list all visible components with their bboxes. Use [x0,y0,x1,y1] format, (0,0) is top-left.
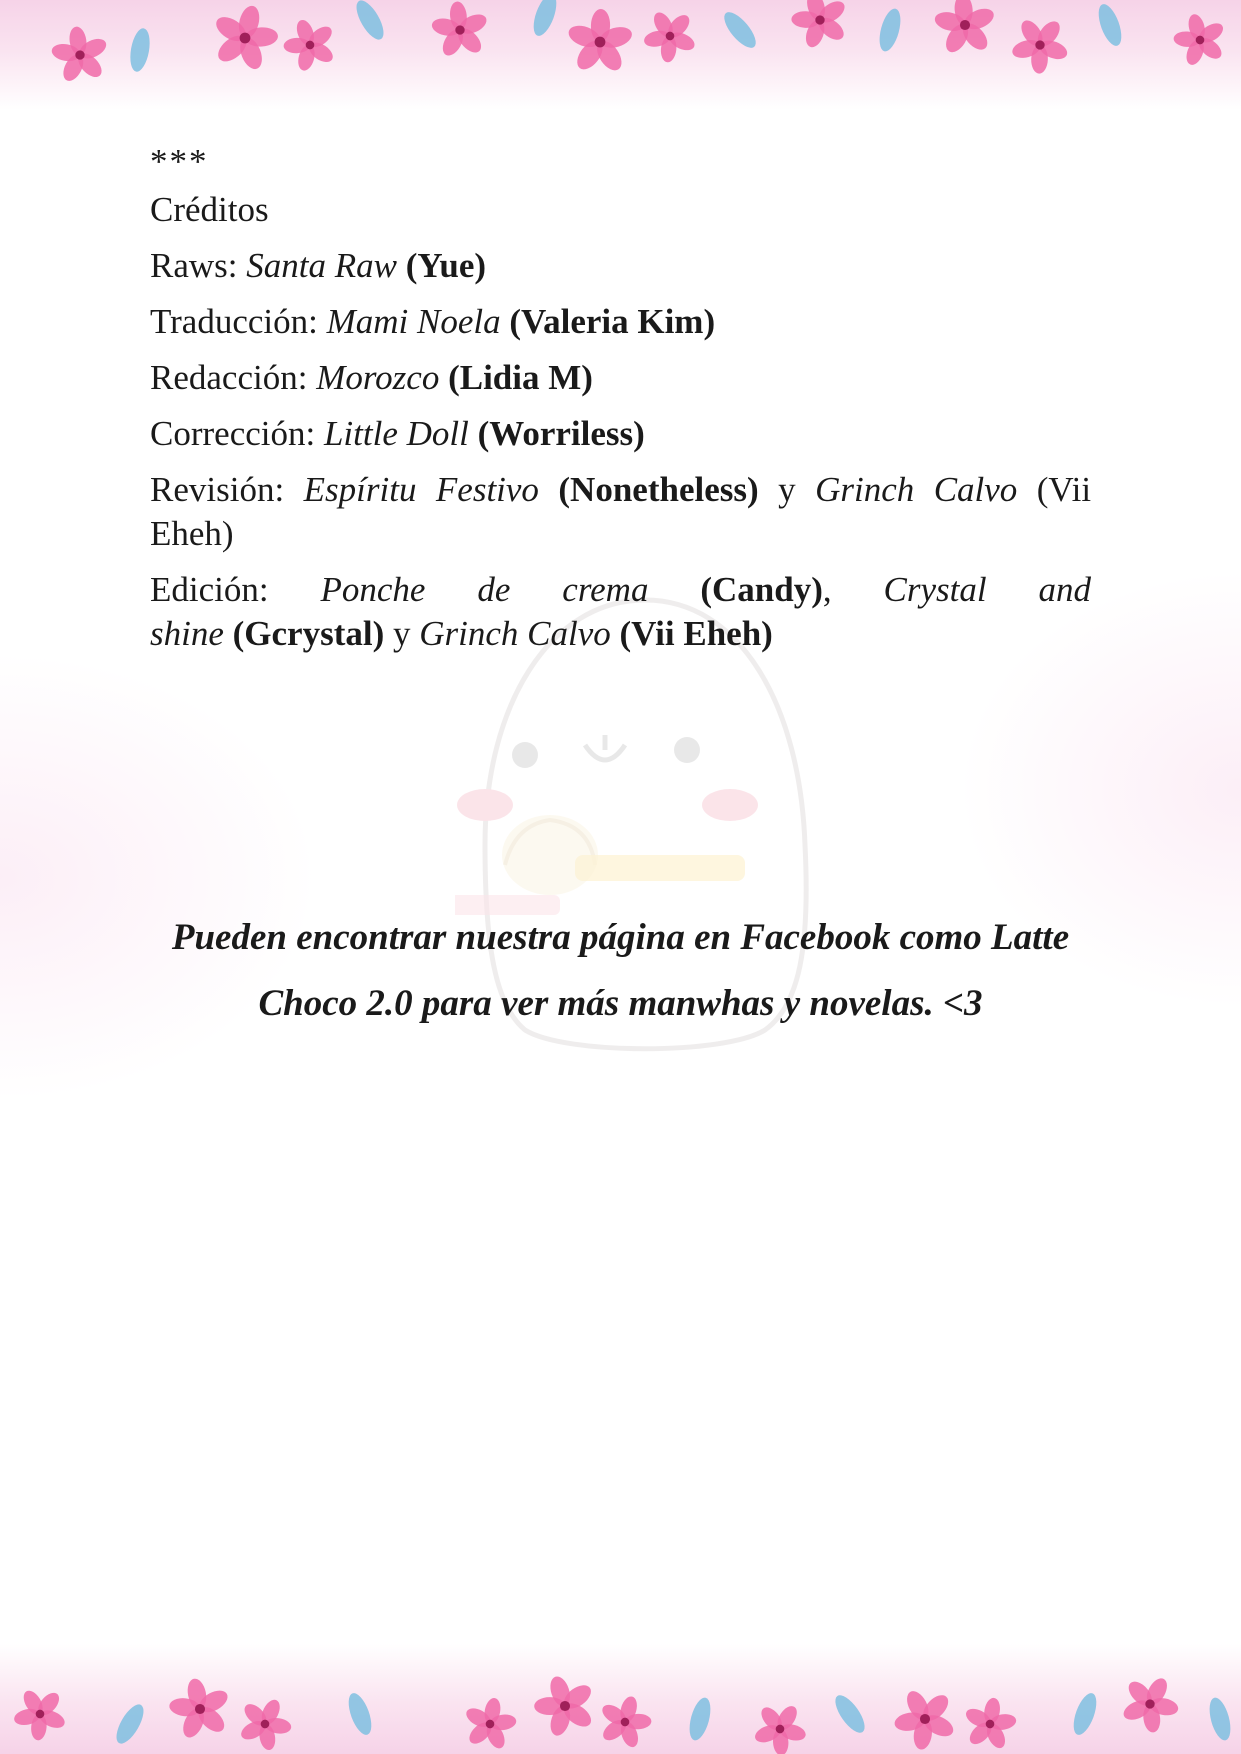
leaf-icon [1094,1,1126,49]
flower-icon [893,1688,957,1751]
flower-icon [13,1687,68,1741]
flower-icon [1121,1675,1180,1733]
credit-alias: Crystal and shine [150,570,1092,653]
credit-conjunction: y [393,614,411,653]
credit-role: Edición: [150,570,269,609]
leaf-icon [719,7,761,52]
credit-alias: Morozco [316,358,440,397]
bottom-flower-border [0,1644,1241,1754]
flower-border-icon [0,0,1241,110]
leaf-icon [686,1695,715,1742]
credit-alias: Grinch Calvo [815,470,1018,509]
flower-icon [430,1,489,59]
credit-alias: Grinch Calvo [419,614,611,653]
flower-icon [1010,17,1070,74]
flower-icon [534,1674,595,1738]
credit-line-correccion [150,412,1091,456]
credit-line-traduccion [150,300,1091,344]
flower-icon [212,4,279,73]
leaf-icon [529,0,561,39]
separator: *** [150,142,209,181]
credits-heading: Créditos [150,190,269,229]
leaf-icon [1206,1695,1235,1742]
top-flower-border [0,0,1241,110]
flower-icon [463,1697,517,1752]
leaf-icon [1069,1690,1101,1738]
leaf-icon [344,1690,376,1738]
credit-alias: Ponche de crema [320,570,649,609]
credit-name: (Valeria Kim) [509,302,716,341]
flower-icon [791,0,848,50]
credit-line-edicion [150,568,1091,656]
leaf-icon [111,1700,149,1747]
flower-icon [238,1697,292,1751]
leaf-icon [876,6,905,53]
credit-name: (Gcrystal) [232,614,385,653]
flower-icon [753,1703,808,1754]
credit-alias: Santa Raw [246,246,397,285]
credit-name: (Candy) [700,570,823,609]
credit-alias: Little Doll [323,414,469,453]
flower-icon [1173,13,1226,68]
credit-name: (Nonetheless) [558,470,759,509]
flower-icon [963,1697,1017,1751]
credit-conjunction: y [778,470,796,509]
credit-role: Corrección: [150,414,316,453]
leaf-icon [830,1691,870,1737]
flower-icon [566,9,635,75]
credit-role: Redacción: [150,358,308,397]
flower-border-icon [0,1644,1241,1754]
credit-role: Revisión: [150,470,285,509]
leaf-icon [127,27,152,73]
flower-icon [168,1677,231,1741]
credit-separator: , [822,570,832,609]
flower-icon [283,18,336,73]
credits-section [150,140,1091,668]
facebook-note: Pueden encontrar nuestra página en Facebook como Latte Choco 2.0 para ver más manwhas y novelas. <3 [171,917,1070,1024]
credit-line-revision [150,468,1091,556]
flower-icon [599,1695,652,1750]
credit-name: (Vii Eheh) [619,614,773,653]
credit-alias: Mami Noela [326,302,501,341]
flower-icon [50,26,109,85]
credit-line-redaccion [150,356,1091,400]
credit-name: (Worriless) [477,414,645,453]
leaf-icon [351,0,389,44]
flower-icon [933,0,997,56]
credit-name-plain: (Vii Eheh) [150,470,1092,553]
credit-role: Traducción: [150,302,318,341]
credit-name: (Lidia M) [448,358,593,397]
credit-name: (Yue) [405,246,487,285]
credit-alias: Espíritu Festivo [303,470,539,509]
credit-line-raws [150,244,1091,288]
flower-icon [643,9,698,63]
credit-role: Raws: [150,246,238,285]
